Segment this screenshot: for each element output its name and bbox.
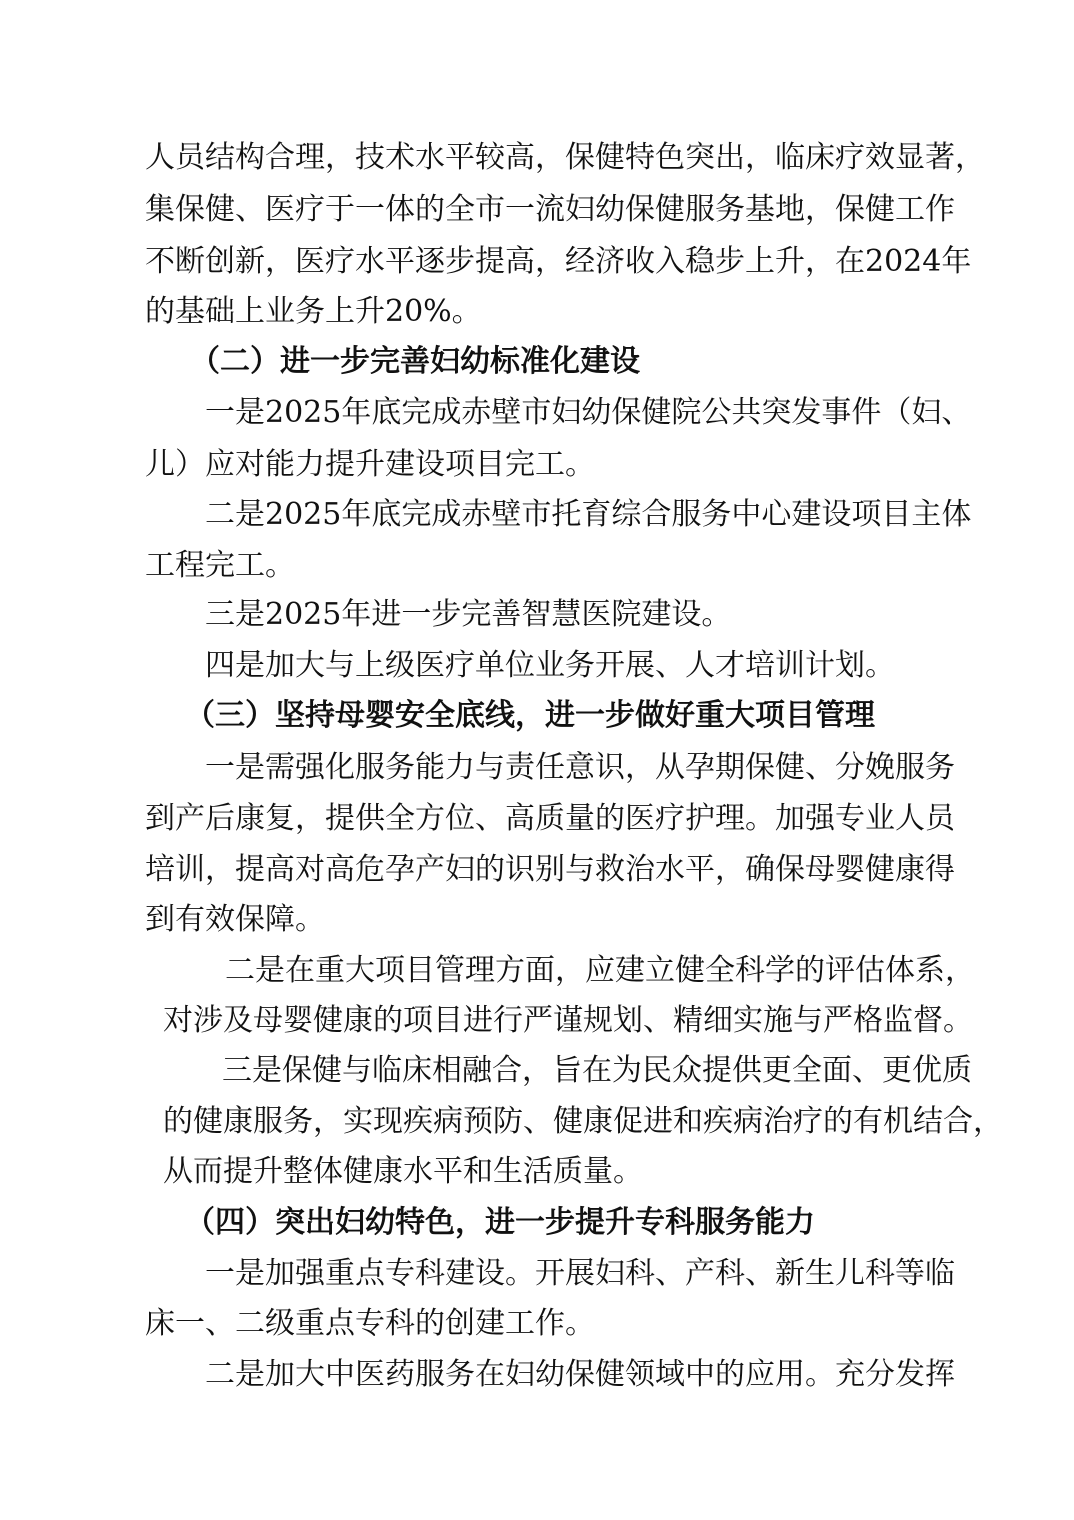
section4-heading: （四）突出妇幼特色，进一步提升专科服务能力 bbox=[185, 1205, 815, 1240]
section3-item1-line4: 到有效保障。 bbox=[145, 902, 325, 937]
section2-heading: （二）进一步完善妇幼标准化建设 bbox=[190, 344, 640, 379]
section2-item1-line1: 一是2025年底完成赤壁市妇幼保健院公共突发事件（妇、 bbox=[205, 395, 972, 430]
section3-item2-line1: 二是在重大项目管理方面，应建立健全科学的评估体系， bbox=[225, 953, 975, 988]
para1-line-4: 的基础上业务上升20%。 bbox=[145, 294, 482, 329]
section3-item3-line2: 的健康服务，实现疾病预防、健康促进和疾病治疗的有机结合， bbox=[163, 1104, 1003, 1139]
section2-item1-line2: 儿）应对能力提升建设项目完工。 bbox=[145, 447, 595, 482]
section3-item1-line2: 到产后康复，提供全方位、高质量的医疗护理。加强专业人员 bbox=[145, 801, 955, 836]
para1-line-3: 不断创新，医疗水平逐步提高，经济收入稳步上升，在2024年 bbox=[145, 244, 972, 279]
section4-item2-line1: 二是加大中医药服务在妇幼保健领域中的应用。充分发挥 bbox=[205, 1357, 955, 1392]
section2-item2-line1: 二是2025年底完成赤壁市托育综合服务中心建设项目主体 bbox=[205, 497, 972, 532]
section2-item2-line2: 工程完工。 bbox=[145, 548, 295, 583]
section3-item2-line2: 对涉及母婴健康的项目进行严谨规划、精细实施与严格监督。 bbox=[163, 1003, 973, 1038]
section3-item1-line3: 培训，提高对高危孕产妇的识别与救治水平，确保母婴健康得 bbox=[145, 852, 955, 887]
section2-item4-line1: 四是加大与上级医疗单位业务开展、人才培训计划。 bbox=[205, 648, 895, 683]
section2-item3-line1: 三是2025年进一步完善智慧医院建设。 bbox=[205, 597, 732, 632]
section4-item1-line2: 床一、二级重点专科的创建工作。 bbox=[145, 1306, 595, 1341]
section3-item1-line1: 一是需强化服务能力与责任意识，从孕期保健、分娩服务 bbox=[205, 750, 955, 785]
para1-line-1: 人员结构合理，技术水平较高，保健特色突出，临床疗效显著， bbox=[145, 140, 985, 175]
section3-heading: （三）坚持母婴安全底线，进一步做好重大项目管理 bbox=[185, 698, 875, 733]
section4-item1-line1: 一是加强重点专科建设。开展妇科、产科、新生儿科等临 bbox=[205, 1256, 955, 1291]
section3-item3-line1: 三是保健与临床相融合，旨在为民众提供更全面、更优质 bbox=[222, 1053, 972, 1088]
para1-line-2: 集保健、医疗于一体的全市一流妇幼保健服务基地，保健工作 bbox=[145, 192, 955, 227]
section3-item3-line3: 从而提升整体健康水平和生活质量。 bbox=[163, 1154, 643, 1189]
